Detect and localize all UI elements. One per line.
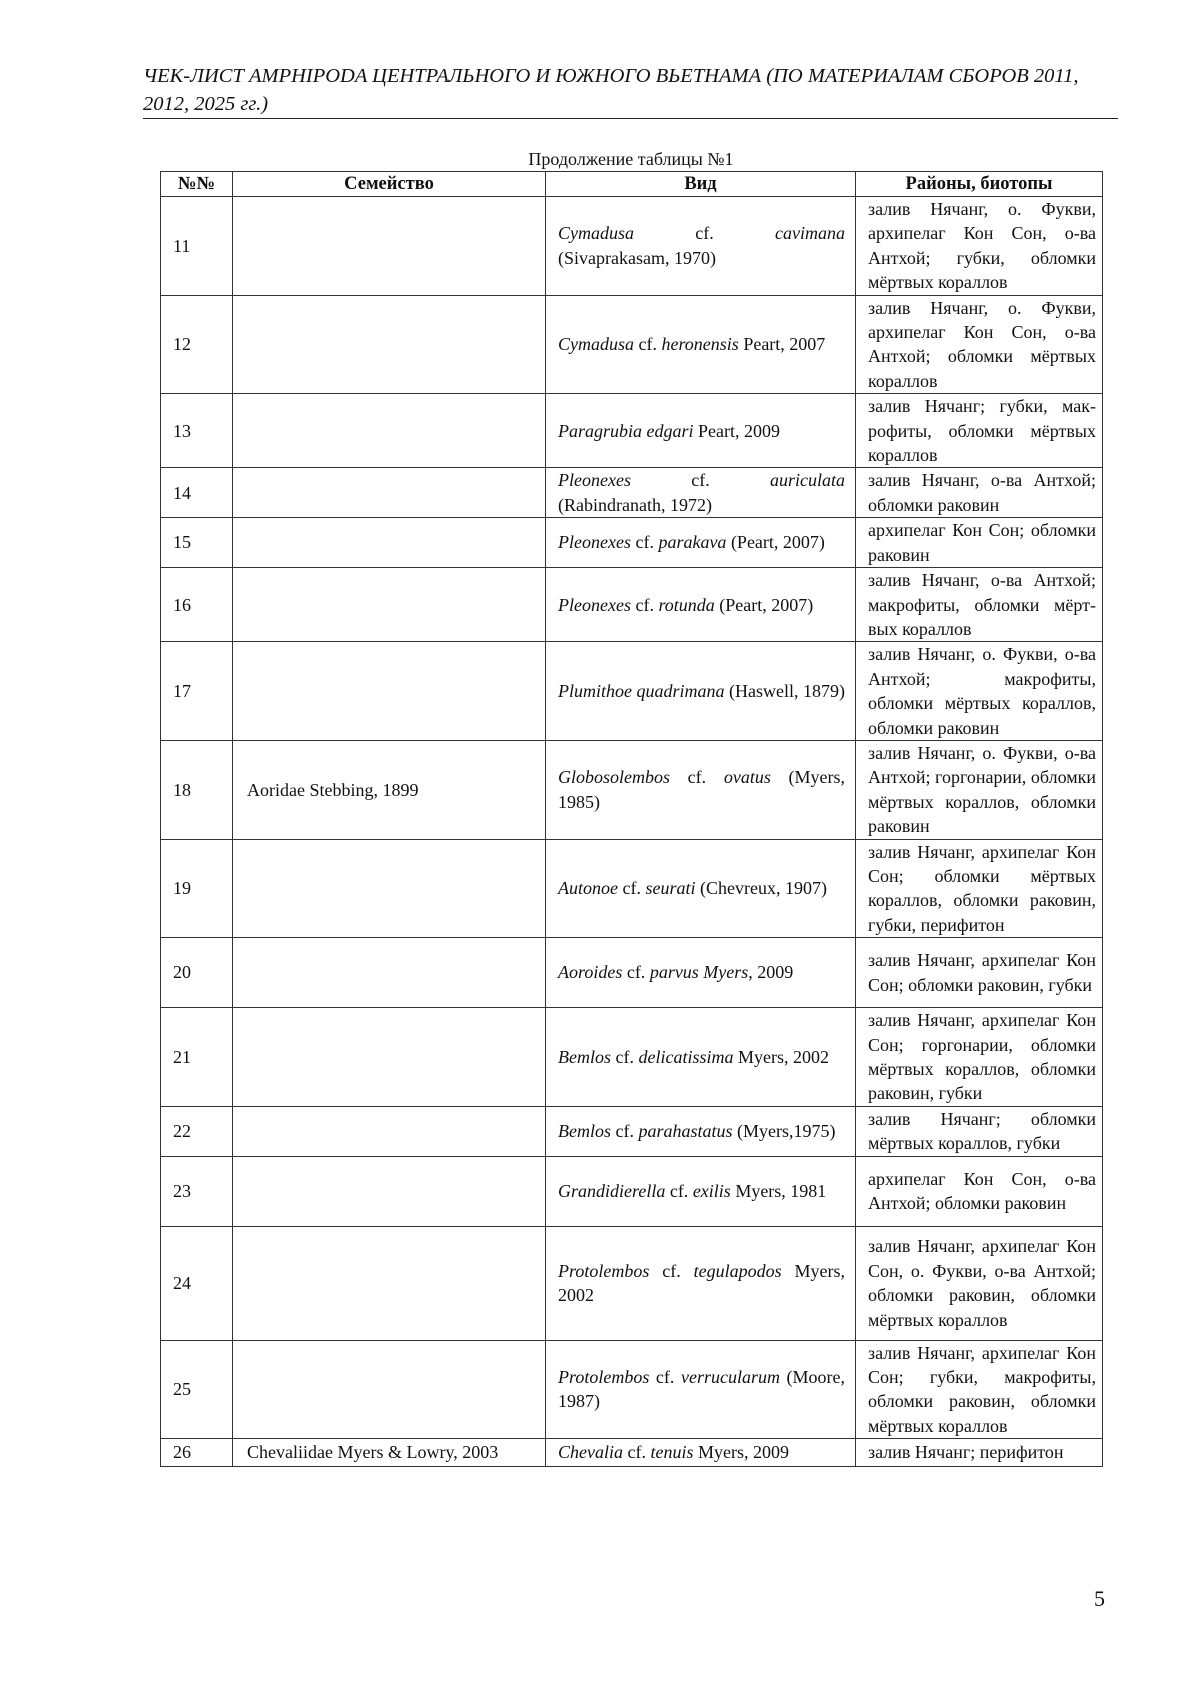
family-cell <box>233 568 546 642</box>
table-row <box>161 1340 1103 1439</box>
family-cell: Aoridae Stebbing, 1899 <box>233 740 546 839</box>
species-authority: cf. <box>611 1046 639 1067</box>
species-name-italic: Grandidierella <box>558 1180 666 1201</box>
species-authority: (Moore, 1987) <box>558 1367 846 1412</box>
family-cell <box>233 468 546 518</box>
row-number: 13 <box>161 394 233 468</box>
species-cell <box>546 938 856 1008</box>
species-name-italic: verrucularum <box>680 1367 780 1388</box>
species-cell <box>546 1340 856 1439</box>
table-body <box>161 197 1103 1467</box>
family-cell <box>233 518 546 568</box>
species-cell <box>546 394 856 468</box>
species-name-italic: parvus Myers <box>649 962 749 983</box>
species-name-italic: heronensis <box>661 334 739 355</box>
species-name-italic: delicatissima <box>638 1046 734 1067</box>
row-number: 14 <box>161 468 233 518</box>
species-name-italic: Pleonexes <box>558 470 631 491</box>
table-row <box>161 468 1103 518</box>
table-row <box>161 938 1103 1008</box>
areas-biotopes-cell: залив Нячанг, о. Фукви, о-ва Антхой; макрофиты, обломки мёртвых кораллов, обломки раковин <box>856 642 1103 741</box>
family-cell <box>233 1008 546 1107</box>
table-header-row <box>161 172 1103 197</box>
areas-biotopes-cell: залив Нячанг, архипелаг Кон Сон; обломки раковин, губки <box>856 938 1103 1008</box>
species-authority: cf. <box>649 1367 681 1388</box>
species-name-italic: Cymadusa <box>558 223 634 244</box>
areas-biotopes-cell: залив Нячанг, архипелаг Кон Сон, о. Фукви, о-ва Антхой; обломки раковин, обломки мёртвых кораллов <box>856 1226 1103 1340</box>
species-cell <box>546 468 856 518</box>
row-number: 18 <box>161 740 233 839</box>
row-number: 24 <box>161 1226 233 1340</box>
species-cell <box>546 740 856 839</box>
species-authority: (Myers,1975) <box>732 1121 836 1142</box>
table-row <box>161 1008 1103 1107</box>
areas-biotopes-cell: залив Нячанг; перифитон <box>856 1439 1103 1466</box>
species-authority: (Sivaprakasam, 1970) <box>558 247 716 268</box>
species-name-italic: tenuis <box>650 1442 694 1463</box>
species-authority: cf. <box>670 767 724 788</box>
row-number: 11 <box>161 197 233 296</box>
family-cell <box>233 394 546 468</box>
table-row <box>161 1226 1103 1340</box>
species-name-italic: seurati <box>645 878 696 899</box>
areas-biotopes-cell: залив Нячанг, архипелаг Кон Сон; губки, макрофиты, обломки раковин, обломки мёртвых кораллов <box>856 1340 1103 1439</box>
row-number: 17 <box>161 642 233 741</box>
row-number: 23 <box>161 1156 233 1226</box>
table-row <box>161 1156 1103 1226</box>
areas-biotopes-cell: залив Нячанг, о-ва Антхой; обломки раковин <box>856 468 1103 518</box>
areas-biotopes-cell: залив Нячанг, о. Фукви, архипелаг Кон Сон, о-ва Антхой; губки, обломки мёртвых кораллов <box>856 197 1103 296</box>
row-number: 19 <box>161 839 233 938</box>
species-cell <box>546 1106 856 1156</box>
species-authority: Myers, 2002 <box>733 1046 829 1067</box>
family-cell <box>233 1340 546 1439</box>
table-caption: Продолжение таблицы №1 <box>528 149 734 169</box>
species-authority: (Chevreux, 1907) <box>695 878 827 899</box>
species-cell <box>546 518 856 568</box>
species-name-italic: auriculata <box>770 470 845 491</box>
species-name-italic: Bemlos <box>558 1046 611 1067</box>
species-authority: cf. <box>611 1121 639 1142</box>
species-authority: , 2009 <box>748 962 794 983</box>
species-authority: Peart, 2007 <box>738 334 826 355</box>
species-authority: cf. <box>649 1260 694 1281</box>
family-cell <box>233 1156 546 1226</box>
species-cell <box>546 1439 856 1466</box>
species-name-italic: Pleonexes <box>558 532 631 553</box>
species-cell <box>546 839 856 938</box>
row-number: 22 <box>161 1106 233 1156</box>
areas-biotopes-cell: архипелаг Кон Сон; обломки раковин <box>856 518 1103 568</box>
table-row <box>161 518 1103 568</box>
species-name-italic: Aoroides <box>558 962 623 983</box>
species-name-italic: Plumithoe quadrimana <box>558 680 725 701</box>
column-header-species: Вид <box>546 172 856 197</box>
row-number: 26 <box>161 1439 233 1466</box>
species-name-italic: Chevalia <box>558 1442 623 1463</box>
species-authority: cf. <box>665 1180 693 1201</box>
species-authority: cf. <box>630 594 659 615</box>
species-name-italic: Paragrubia edgari <box>558 420 694 441</box>
species-authority: (Myers, 1985) <box>558 767 845 812</box>
species-name-italic: Autonoe <box>558 878 618 899</box>
species-name-italic: parahastatus <box>638 1121 733 1142</box>
species-cell <box>546 1226 856 1340</box>
column-header-family: Семейство <box>233 172 546 197</box>
species-cell <box>546 642 856 741</box>
species-authority: cf. <box>634 223 776 244</box>
species-authority: cf. <box>623 1442 651 1463</box>
species-authority: Myers, 2009 <box>693 1442 789 1463</box>
species-authority: cf. <box>622 962 650 983</box>
areas-biotopes-cell: залив Нячанг, о-ва Антхой; макрофиты, обломки мёртвых кораллов <box>856 568 1103 642</box>
species-name-italic: ovatus <box>723 767 771 788</box>
family-cell <box>233 1106 546 1156</box>
table-row <box>161 1439 1103 1466</box>
table-row <box>161 394 1103 468</box>
species-name-italic: Pleonexes <box>558 594 631 615</box>
species-name-italic: rotunda <box>658 594 715 615</box>
species-name-italic: Protolembos <box>558 1367 650 1388</box>
species-name-italic: exilis <box>692 1180 731 1201</box>
table-row <box>161 839 1103 938</box>
header-rule <box>143 118 1118 119</box>
table-row <box>161 642 1103 741</box>
species-name-italic: Bemlos <box>558 1121 611 1142</box>
species-cell <box>546 197 856 296</box>
species-name-italic: Cymadusa <box>558 334 634 355</box>
species-authority: Myers, 2002 <box>558 1260 845 1306</box>
row-number: 21 <box>161 1008 233 1107</box>
species-authority: (Rabindranath, 1972) <box>558 494 712 515</box>
family-cell <box>233 295 546 394</box>
species-authority: cf. <box>630 470 770 491</box>
column-header-number: №№ <box>161 172 233 197</box>
species-name-italic: Globosolembos <box>558 767 670 788</box>
species-name-italic: cavimana <box>775 223 845 244</box>
family-cell <box>233 1226 546 1340</box>
species-cell <box>546 1008 856 1107</box>
areas-biotopes-cell: залив Нячанг, архипелаг Кон Сон; горгонарии, обломки мёртвых кораллов, обломки раковин, губки <box>856 1008 1103 1107</box>
areas-biotopes-cell: залив Нячанг, архипелаг Кон Сон; обломки мёртвых кораллов, обломки раковин, губки, перифитон <box>856 839 1103 938</box>
species-authority: (Haswell, 1879) <box>724 680 845 701</box>
family-cell: Chevaliidae Myers & Lowry, 2003 <box>233 1439 546 1466</box>
species-cell <box>546 568 856 642</box>
areas-biotopes-cell: залив Нячанг; губки, макрофиты, обломки мёртвых кораллов <box>856 394 1103 468</box>
row-number: 25 <box>161 1340 233 1439</box>
column-header-areas: Районы, биотопы <box>856 172 1103 197</box>
row-number: 12 <box>161 295 233 394</box>
family-cell <box>233 938 546 1008</box>
species-cell <box>546 1156 856 1226</box>
row-number: 20 <box>161 938 233 1008</box>
areas-biotopes-cell: залив Нячанг, о. Фукви, архипелаг Кон Сон, о-ва Антхой; обломки мёртвых кораллов <box>856 295 1103 394</box>
table-row <box>161 568 1103 642</box>
family-cell <box>233 642 546 741</box>
species-authority: Myers, 1981 <box>730 1180 827 1201</box>
areas-biotopes-cell: архипелаг Кон Сон, о-ва Антхой; обломки раковин <box>856 1156 1103 1226</box>
areas-biotopes-cell: залив Нячанг, о. Фукви, о-ва Антхой; горгонарии, обломки мёртвых кораллов, обломки раковин <box>856 740 1103 839</box>
species-authority: Peart, 2009 <box>693 420 780 441</box>
species-table <box>160 171 1103 1467</box>
species-name-italic: parakava <box>658 532 727 553</box>
row-number: 15 <box>161 518 233 568</box>
species-cell <box>546 295 856 394</box>
areas-biotopes-cell: залив Нячанг; обломки мёртвых кораллов, губки <box>856 1106 1103 1156</box>
table-row <box>161 197 1103 296</box>
running-header: ЧЕК-ЛИСТ AMPHIPODA ЦЕНТРАЛЬНОГО И ЮЖНОГО ВЬЕТНАМА (ПО МАТЕРИАЛАМ СБОРОВ 2011, 2012, 2025 гг.) <box>143 65 1079 115</box>
species-name-italic: tegulapodos <box>693 1260 782 1281</box>
species-authority: (Peart, 2007) <box>726 532 825 553</box>
species-name-italic: Protolembos <box>558 1260 650 1281</box>
family-cell <box>233 197 546 296</box>
table-row <box>161 740 1103 839</box>
row-number: 16 <box>161 568 233 642</box>
species-authority: cf. <box>618 878 646 899</box>
page-number: 5 <box>1094 1586 1105 1611</box>
species-authority: (Peart, 2007) <box>714 594 814 615</box>
species-authority: cf. <box>634 334 662 355</box>
table-row <box>161 1106 1103 1156</box>
species-authority: cf. <box>630 532 659 553</box>
family-cell <box>233 839 546 938</box>
table-row <box>161 295 1103 394</box>
